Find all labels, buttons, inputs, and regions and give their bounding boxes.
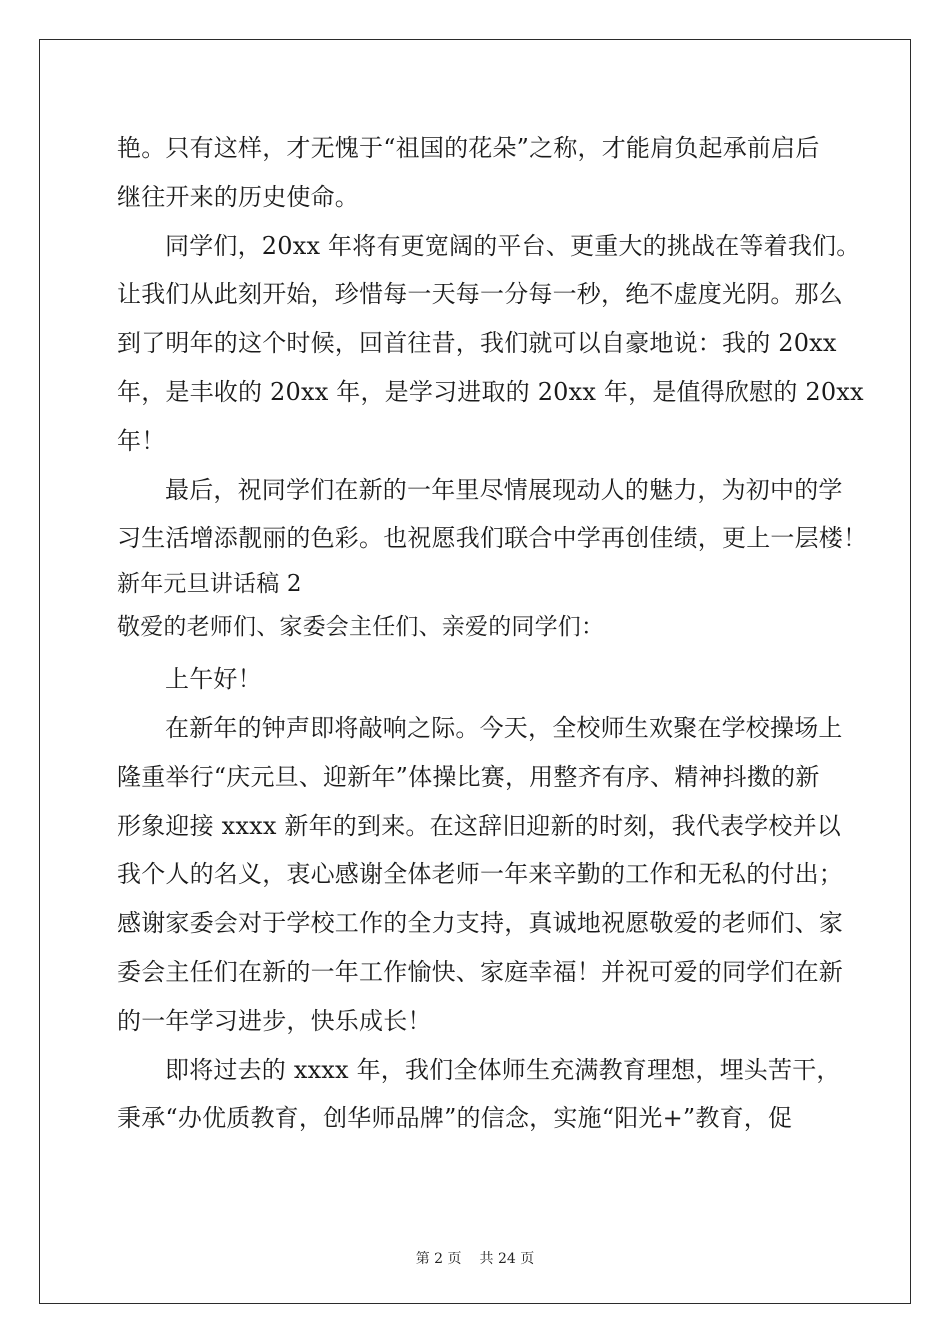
text-line: 形象迎接 xxxx 新年的到来。在这辞旧迎新的时刻，我代表学校并以: [117, 811, 841, 840]
greeting: 上午好！: [165, 665, 262, 694]
paragraph-start: 在新年的钟声即将敲响之际。今天，全校师生欢聚在学校操场上: [165, 713, 843, 742]
text-line: 到了明年的这个时候，回首往昔，我们就可以自豪地说：我的 20xx: [117, 329, 837, 358]
page-footer: [0, 1248, 950, 1268]
paragraph-start: 即将过去的 xxxx 年，我们全体师生充满教育理想，埋头苦干，: [165, 1055, 841, 1084]
page-number: 第 2 页: [415, 1251, 462, 1267]
paragraph-start: 最后，祝同学们在新的一年里尽情展现动人的魅力，为初中的学: [165, 475, 843, 504]
text-line: 我个人的名义，衷心感谢全体老师一年来辛勤的工作和无私的付出；: [117, 860, 843, 889]
salutation: 敬爱的老师们、家委会主任们、亲爱的同学们：: [117, 614, 605, 641]
text-line: 继往开来的历史使命。: [117, 182, 359, 211]
text-line: 艳。只有这样，才无愧于“祖国的花朵”之称，才能肩负起承前启后: [117, 134, 820, 162]
text-line: 年！: [117, 426, 166, 455]
text-line: 秉承“办优质教育，创华师品牌”的信念，实施“阳光+”教育，促: [117, 1104, 793, 1133]
text-line: 让我们从此刻开始，珍惜每一天每一分每一秒，绝不虚度光阴。那么: [117, 280, 843, 309]
document-body: [117, 124, 868, 1143]
text-line: 委会主任们在新的一年工作愉快、家庭幸福！并祝可爱的同学们在新: [117, 957, 843, 986]
paragraph-start: 同学们，20xx 年将有更宽阔的平台、更重大的挑战在等着我们。: [165, 231, 861, 260]
text-line: 年，是丰收的 20xx 年，是学习进取的 20xx 年，是值得欣慰的 20xx: [117, 377, 864, 406]
text-line: 习生活增添靓丽的色彩。也祝愿我们联合中学再创佳绩，更上一层楼！: [117, 524, 868, 553]
section-heading: 新年元旦讲话稿 2: [117, 571, 302, 598]
text-line: 感谢家委会对于学校工作的全力支持，真诚地祝愿敬爱的老师们、家: [117, 909, 843, 938]
text-line: 的一年学习进步，快乐成长！: [117, 1006, 432, 1035]
text-line: 隆重举行“庆元旦、迎新年”体操比赛，用整齐有序、精神抖擞的新: [117, 762, 820, 791]
page-total: 共 24 页: [479, 1251, 535, 1267]
